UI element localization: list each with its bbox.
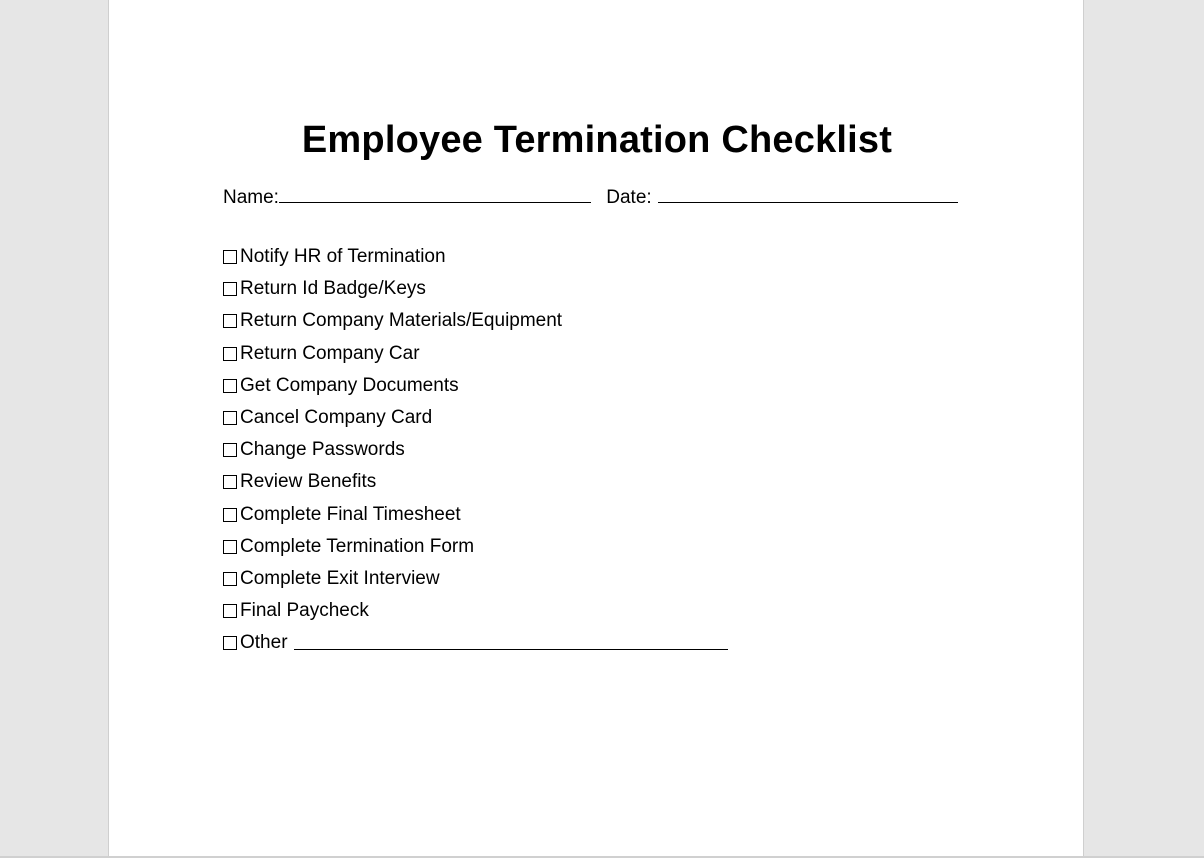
- name-label: Name:: [223, 187, 279, 208]
- checklist-item-notify-hr: [223, 244, 728, 276]
- other-blank-line[interactable]: [294, 630, 728, 650]
- checkbox-icon[interactable]: [223, 572, 237, 586]
- checkbox-icon[interactable]: [223, 604, 237, 618]
- checkbox-icon[interactable]: [223, 250, 237, 264]
- name-date-row: [223, 184, 958, 211]
- checklist-item-label: Other: [240, 632, 288, 654]
- checklist-item-other: [223, 630, 728, 662]
- checklist-item-label: Cancel Company Card: [240, 406, 433, 428]
- checkbox-icon[interactable]: [223, 475, 237, 489]
- name-blank-line[interactable]: [279, 184, 591, 203]
- checklist-item-final-timesheet: [223, 502, 728, 534]
- checklist-item-return-car: [223, 341, 728, 373]
- checklist-item-label: Return Company Materials/Equipment: [240, 310, 563, 332]
- checklist-item-label: Notify HR of Termination: [240, 246, 446, 267]
- checklist-item-return-materials: [223, 308, 728, 340]
- date-blank-line[interactable]: [658, 184, 958, 203]
- checkbox-icon[interactable]: [223, 347, 237, 361]
- checklist-item-label: Return Company Car: [240, 342, 420, 364]
- checklist-item-label: Complete Final Timesheet: [240, 503, 461, 525]
- checklist-item-termination-form: [223, 534, 728, 566]
- checkbox-icon[interactable]: [223, 282, 237, 296]
- checklist-item-label: Final Paycheck: [240, 600, 369, 622]
- checkbox-icon[interactable]: [223, 540, 237, 554]
- checkbox-icon[interactable]: [223, 636, 237, 650]
- checkbox-icon[interactable]: [223, 443, 237, 457]
- checklist-item-label: Complete Exit Interview: [240, 567, 440, 589]
- checklist-item-exit-interview: [223, 566, 728, 598]
- document-page: [108, 0, 1084, 856]
- checklist-item-label: Review Benefits: [240, 471, 377, 493]
- checklist-item-return-id-badge: [223, 276, 728, 308]
- checklist-item-label: Complete Termination Form: [240, 535, 475, 557]
- checklist-item-final-paycheck: [223, 598, 728, 630]
- checkbox-icon[interactable]: [223, 379, 237, 393]
- checklist-item-label: Get Company Documents: [240, 374, 459, 396]
- date-label: Date:: [606, 187, 652, 208]
- checkbox-icon[interactable]: [223, 314, 237, 328]
- checklist-item-review-benefits: [223, 469, 728, 501]
- checklist-item-label: Return Id Badge/Keys: [240, 278, 426, 300]
- checklist-item-cancel-card: [223, 405, 728, 437]
- document-title: Employee Termination Checklist: [301, 119, 893, 161]
- checklist-item-get-documents: [223, 373, 728, 405]
- checklist-item-label: Change Passwords: [240, 439, 405, 461]
- checklist-item-change-passwords: [223, 437, 728, 469]
- checkbox-icon[interactable]: [223, 508, 237, 522]
- checkbox-icon[interactable]: [223, 411, 237, 425]
- termination-checklist: [223, 244, 728, 662]
